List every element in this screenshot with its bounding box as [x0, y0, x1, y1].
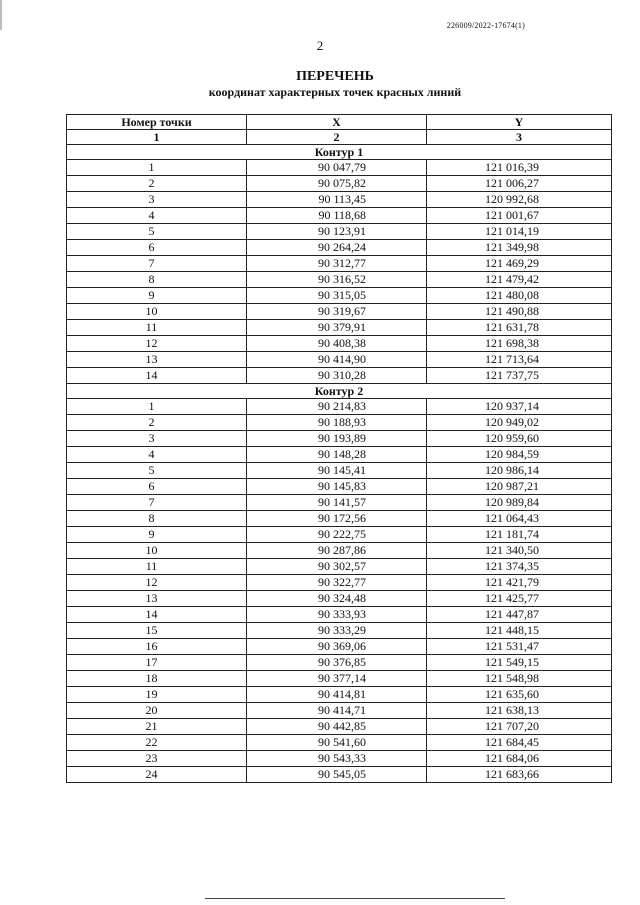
x-coordinate-cell: 90 172,56 [247, 511, 427, 527]
table-row [67, 240, 612, 256]
x-coordinate-cell: 90 113,45 [247, 192, 427, 208]
point-number-cell: 2 [67, 176, 247, 192]
coordinates-table [66, 114, 612, 783]
y-coordinate-cell: 121 374,35 [427, 559, 612, 575]
x-coordinate-cell: 90 377,14 [247, 671, 427, 687]
x-coordinate-cell: 90 222,75 [247, 527, 427, 543]
x-coordinate-cell: 90 333,29 [247, 623, 427, 639]
point-number-cell: 1 [67, 399, 247, 415]
y-coordinate-cell: 121 016,39 [427, 160, 612, 176]
x-coordinate-cell: 90 315,05 [247, 288, 427, 304]
point-number-cell: 9 [67, 527, 247, 543]
x-coordinate-cell: 90 310,28 [247, 368, 427, 384]
contour-header-row [67, 384, 612, 399]
x-coordinate-cell: 90 287,86 [247, 543, 427, 559]
point-number-cell: 22 [67, 735, 247, 751]
table-row [67, 767, 612, 783]
column-header-point-number: Номер точки [67, 115, 247, 130]
x-coordinate-cell: 90 316,52 [247, 272, 427, 288]
point-number-cell: 13 [67, 591, 247, 607]
column-number-1: 1 [67, 130, 247, 145]
y-coordinate-cell: 120 987,21 [427, 479, 612, 495]
table-row [67, 463, 612, 479]
table-row [67, 352, 612, 368]
table-row [67, 655, 612, 671]
point-number-cell: 10 [67, 304, 247, 320]
y-coordinate-cell: 120 989,84 [427, 495, 612, 511]
x-coordinate-cell: 90 541,60 [247, 735, 427, 751]
table-row [67, 192, 612, 208]
y-coordinate-cell: 121 635,60 [427, 687, 612, 703]
point-number-cell: 3 [67, 192, 247, 208]
y-coordinate-cell: 121 181,74 [427, 527, 612, 543]
table-row [67, 399, 612, 415]
x-coordinate-cell: 90 145,83 [247, 479, 427, 495]
x-coordinate-cell: 90 148,28 [247, 447, 427, 463]
point-number-cell: 1 [67, 160, 247, 176]
y-coordinate-cell: 121 684,06 [427, 751, 612, 767]
x-coordinate-cell: 90 312,77 [247, 256, 427, 272]
x-coordinate-cell: 90 118,68 [247, 208, 427, 224]
x-coordinate-cell: 90 414,71 [247, 703, 427, 719]
y-coordinate-cell: 121 684,45 [427, 735, 612, 751]
y-coordinate-cell: 121 698,38 [427, 336, 612, 352]
point-number-cell: 11 [67, 559, 247, 575]
point-number-cell: 18 [67, 671, 247, 687]
point-number-cell: 12 [67, 575, 247, 591]
point-number-cell: 14 [67, 368, 247, 384]
y-coordinate-cell: 121 349,98 [427, 240, 612, 256]
x-coordinate-cell: 90 075,82 [247, 176, 427, 192]
point-number-cell: 9 [67, 288, 247, 304]
x-coordinate-cell: 90 408,38 [247, 336, 427, 352]
document-title: ПЕРЕЧЕНЬ [296, 69, 374, 84]
table-row [67, 160, 612, 176]
x-coordinate-cell: 90 545,05 [247, 767, 427, 783]
x-coordinate-cell: 90 376,85 [247, 655, 427, 671]
table-row [67, 591, 612, 607]
table-row [67, 671, 612, 687]
point-number-cell: 7 [67, 495, 247, 511]
column-header-y: Y [427, 115, 612, 130]
point-number-cell: 24 [67, 767, 247, 783]
y-coordinate-cell: 121 447,87 [427, 607, 612, 623]
column-header-x: X [247, 115, 427, 130]
table-row [67, 495, 612, 511]
scan-edge-mark [0, 0, 2, 30]
x-coordinate-cell: 90 414,81 [247, 687, 427, 703]
point-number-cell: 6 [67, 240, 247, 256]
x-coordinate-cell: 90 442,85 [247, 719, 427, 735]
column-number-3: 3 [427, 130, 612, 145]
table-row [67, 607, 612, 623]
y-coordinate-cell: 121 064,43 [427, 511, 612, 527]
table-row [67, 543, 612, 559]
point-number-cell: 23 [67, 751, 247, 767]
point-number-cell: 20 [67, 703, 247, 719]
table-row [67, 447, 612, 463]
point-number-cell: 16 [67, 639, 247, 655]
table-row [67, 687, 612, 703]
point-number-cell: 5 [67, 463, 247, 479]
table-row [67, 208, 612, 224]
point-number-cell: 10 [67, 543, 247, 559]
y-coordinate-cell: 120 984,59 [427, 447, 612, 463]
y-coordinate-cell: 121 421,79 [427, 575, 612, 591]
y-coordinate-cell: 121 006,27 [427, 176, 612, 192]
x-coordinate-cell: 90 369,06 [247, 639, 427, 655]
y-coordinate-cell: 121 448,15 [427, 623, 612, 639]
x-coordinate-cell: 90 145,41 [247, 463, 427, 479]
table-row [67, 320, 612, 336]
point-number-cell: 6 [67, 479, 247, 495]
point-number-cell: 17 [67, 655, 247, 671]
x-coordinate-cell: 90 188,93 [247, 415, 427, 431]
x-coordinate-cell: 90 319,67 [247, 304, 427, 320]
point-number-cell: 14 [67, 607, 247, 623]
point-number-cell: 8 [67, 511, 247, 527]
table-row [67, 639, 612, 655]
y-coordinate-cell: 121 737,75 [427, 368, 612, 384]
x-coordinate-cell: 90 302,57 [247, 559, 427, 575]
x-coordinate-cell: 90 141,57 [247, 495, 427, 511]
y-coordinate-cell: 120 992,68 [427, 192, 612, 208]
x-coordinate-cell: 90 324,48 [247, 591, 427, 607]
y-coordinate-cell: 121 707,20 [427, 719, 612, 735]
table-row [67, 735, 612, 751]
y-coordinate-cell: 121 340,50 [427, 543, 612, 559]
table-row [67, 176, 612, 192]
x-coordinate-cell: 90 047,79 [247, 160, 427, 176]
footer-line [205, 898, 505, 899]
x-coordinate-cell: 90 214,83 [247, 399, 427, 415]
table-row [67, 703, 612, 719]
y-coordinate-cell: 121 638,13 [427, 703, 612, 719]
y-coordinate-cell: 121 479,42 [427, 272, 612, 288]
point-number-cell: 4 [67, 208, 247, 224]
y-coordinate-cell: 121 531,47 [427, 639, 612, 655]
point-number-cell: 15 [67, 623, 247, 639]
point-number-cell: 11 [67, 320, 247, 336]
x-coordinate-cell: 90 123,91 [247, 224, 427, 240]
point-number-cell: 7 [67, 256, 247, 272]
document-subtitle: координат характерных точек красных линий [208, 85, 462, 99]
x-coordinate-cell: 90 333,93 [247, 607, 427, 623]
point-number-cell: 3 [67, 431, 247, 447]
table-row [67, 272, 612, 288]
y-coordinate-cell: 120 949,02 [427, 415, 612, 431]
table-row [67, 751, 612, 767]
y-coordinate-cell: 121 425,77 [427, 591, 612, 607]
y-coordinate-cell: 121 548,98 [427, 671, 612, 687]
y-coordinate-cell: 121 480,08 [427, 288, 612, 304]
x-coordinate-cell: 90 193,89 [247, 431, 427, 447]
x-coordinate-cell: 90 379,91 [247, 320, 427, 336]
x-coordinate-cell: 90 543,33 [247, 751, 427, 767]
table-row [67, 415, 612, 431]
point-number-cell: 12 [67, 336, 247, 352]
point-number-cell: 13 [67, 352, 247, 368]
y-coordinate-cell: 120 986,14 [427, 463, 612, 479]
table-row [67, 479, 612, 495]
x-coordinate-cell: 90 322,77 [247, 575, 427, 591]
table-row [67, 559, 612, 575]
point-number-cell: 5 [67, 224, 247, 240]
y-coordinate-cell: 120 959,60 [427, 431, 612, 447]
table-row [67, 256, 612, 272]
table-row [67, 575, 612, 591]
table-row [67, 511, 612, 527]
y-coordinate-cell: 121 001,67 [427, 208, 612, 224]
y-coordinate-cell: 120 937,14 [427, 399, 612, 415]
column-number-2: 2 [247, 130, 427, 145]
contour-header-row [67, 145, 612, 160]
table-row [67, 336, 612, 352]
point-number-cell: 2 [67, 415, 247, 431]
table-row [67, 431, 612, 447]
table-row [67, 304, 612, 320]
y-coordinate-cell: 121 683,66 [427, 767, 612, 783]
contour-label: Контур 2 [67, 384, 612, 399]
table-row [67, 224, 612, 240]
table-row [67, 368, 612, 384]
y-coordinate-cell: 121 549,15 [427, 655, 612, 671]
point-number-cell: 8 [67, 272, 247, 288]
page-number: 2 [316, 38, 324, 53]
table-row [67, 623, 612, 639]
point-number-cell: 4 [67, 447, 247, 463]
y-coordinate-cell: 121 713,64 [427, 352, 612, 368]
document-number: 226009/2022-17674(1) [446, 21, 525, 30]
point-number-cell: 19 [67, 687, 247, 703]
table-row [67, 288, 612, 304]
point-number-cell: 21 [67, 719, 247, 735]
table-row [67, 527, 612, 543]
y-coordinate-cell: 121 490,88 [427, 304, 612, 320]
y-coordinate-cell: 121 631,78 [427, 320, 612, 336]
contour-label: Контур 1 [67, 145, 612, 160]
y-coordinate-cell: 121 469,29 [427, 256, 612, 272]
table-row [67, 719, 612, 735]
x-coordinate-cell: 90 264,24 [247, 240, 427, 256]
column-number-row [67, 130, 612, 145]
y-coordinate-cell: 121 014,19 [427, 224, 612, 240]
table-header-row [67, 115, 612, 130]
x-coordinate-cell: 90 414,90 [247, 352, 427, 368]
